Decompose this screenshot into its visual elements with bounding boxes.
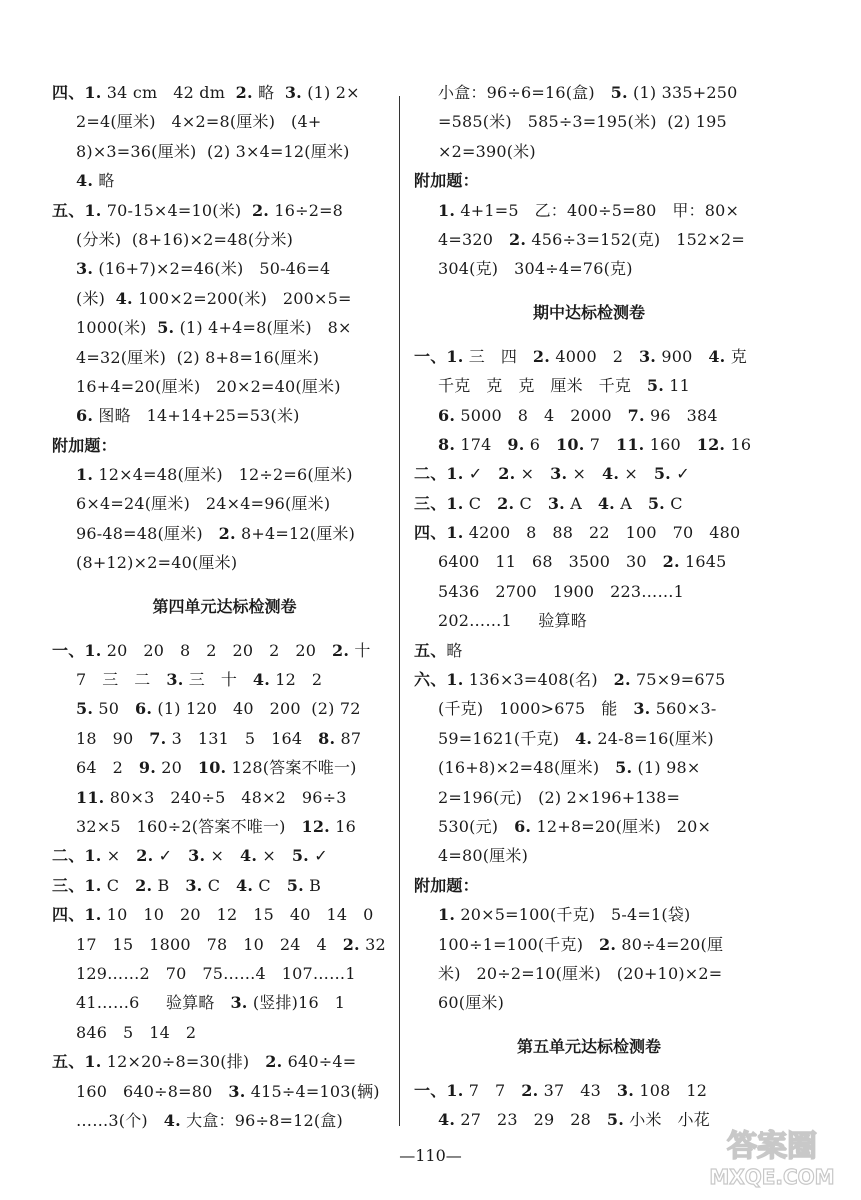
question-number: 7. [149, 728, 167, 748]
answer-line [414, 871, 764, 900]
section-title: 第五单元达标检测卷 [516, 1036, 661, 1056]
answer-line [414, 841, 764, 870]
answer-text: × [567, 464, 602, 484]
question-number: 4. [239, 846, 258, 866]
question-number: 一、1. [52, 640, 102, 660]
question-number: 2. [342, 934, 360, 954]
answer-line [52, 431, 397, 460]
answer-text: 3 131 5 164 [166, 728, 319, 748]
question-number: 5. [157, 318, 175, 338]
question-number: 5. [653, 464, 671, 484]
question-number: 一、1. [414, 1080, 464, 1100]
answer-line [414, 783, 764, 812]
question-number: 5. [606, 1110, 624, 1130]
question-number: 2. [497, 493, 515, 513]
answer-text: 12+8=20(厘米) 20× [531, 816, 712, 836]
answer-text: 128(答案不唯一) [226, 758, 357, 778]
answer-line [52, 372, 397, 401]
answer-text: 三 四 [463, 346, 533, 366]
answer-text: 37 43 [538, 1080, 617, 1100]
question-number: 四、1. [52, 905, 102, 925]
answer-text: × [515, 464, 551, 484]
answer-text: C [664, 493, 683, 513]
question-number: 附加题： [414, 875, 479, 895]
answer-text: 41……6 验算略 [76, 993, 231, 1013]
answer-text: B [303, 875, 322, 895]
answer-text: (1) 98× [632, 758, 701, 778]
answer-text: (1) 335+250 [627, 83, 738, 102]
section-title: 期中达标检测卷 [532, 302, 645, 322]
left-column [52, 78, 397, 1135]
question-number: 4. [163, 1110, 181, 1130]
answer-text: 1000(米) [76, 318, 158, 338]
answer-line [52, 724, 397, 753]
answer-text: 克 [725, 346, 747, 366]
answer-text: ✓ [153, 846, 189, 866]
answer-text: 6 [524, 434, 557, 454]
answer-text: 5436 2700 1900 223……1 [438, 581, 685, 601]
question-number: 2. [135, 875, 153, 895]
question-number: 2. [508, 229, 527, 249]
answer-line [52, 313, 397, 342]
answer-text: (1) 2× [301, 83, 360, 102]
answer-text: (竖排)16 1 [247, 993, 346, 1013]
answer-text: 千克 克 克 厘米 千克 [438, 376, 647, 396]
answer-line [414, 518, 764, 547]
watermark-text-url: MXQE.COM [709, 1165, 835, 1189]
answer-text: 32×5 160÷2(答案不唯一) [76, 816, 302, 836]
column-divider [399, 96, 400, 1126]
answer-text: 12×20÷8=30(排) [101, 1052, 266, 1072]
answer-text: 640÷4= [282, 1052, 357, 1072]
answer-line [414, 196, 764, 225]
answer-line [414, 636, 764, 665]
question-number: 1. [438, 905, 456, 925]
question-number: 附加题： [52, 435, 117, 455]
answer-text: A [564, 493, 598, 513]
answer-text: 18 90 [76, 728, 150, 748]
question-number: 1. [438, 200, 456, 220]
question-number: 2. [532, 346, 551, 366]
answer-line [52, 137, 397, 166]
answer-text: 16+4=20(厘米) 20×2=40(厘米) [76, 376, 341, 396]
answer-text: × [101, 846, 137, 866]
question-number: 二、1. [52, 846, 102, 866]
question-number: 4. [76, 171, 94, 191]
answer-line [52, 107, 397, 136]
answer-text: 160 640÷8=80 [76, 1081, 229, 1101]
answer-text: 456÷3=152(克) 152×2= [526, 229, 745, 249]
question-number: 2. [265, 1052, 283, 1072]
question-number: 3. [550, 464, 568, 484]
answer-line [414, 900, 764, 929]
question-number: 2. [331, 640, 350, 660]
answer-text: (16+8)×2=48(厘米) [438, 758, 616, 778]
answer-line [52, 225, 397, 254]
question-number: 4. [236, 875, 254, 895]
question-number: 三、1. [414, 493, 464, 513]
question-number: 2. [251, 200, 270, 220]
answer-line [52, 519, 397, 548]
question-number: 3. [633, 699, 651, 719]
answer-text: 7 三 二 [76, 670, 167, 690]
question-number: 1. [76, 465, 94, 485]
question-number: 4. [438, 1110, 456, 1130]
question-number: 11. [76, 787, 105, 807]
question-number: 五、1. [52, 200, 102, 220]
answer-line [52, 694, 397, 723]
answer-text: (8+12)×2=40(厘米) [76, 553, 238, 573]
question-number: 附加题： [414, 171, 479, 191]
answer-text: (分米) (8+16)×2=48(分米) [76, 229, 294, 249]
question-number: 一、1. [414, 346, 464, 366]
question-number: 五、1. [52, 1052, 102, 1072]
answer-text: 50 [93, 699, 136, 719]
question-number: 10. [197, 758, 227, 778]
answer-text: 415÷4=103(辆) [245, 1081, 380, 1101]
answer-line [414, 930, 764, 959]
answer-text: C [463, 493, 498, 513]
question-number: 三、1. [52, 875, 102, 895]
answer-line [414, 225, 764, 254]
question-number: 12. [301, 816, 330, 836]
answer-line [52, 1047, 397, 1076]
answer-text: 16 [725, 434, 752, 454]
answer-line [414, 959, 764, 988]
answer-text: 32 [359, 934, 386, 954]
question-number: 6. [514, 816, 532, 836]
answer-line [414, 577, 764, 606]
answer-line [414, 166, 764, 195]
answer-line [52, 1018, 397, 1047]
answer-text: 略 [93, 171, 115, 191]
question-number: 5. [610, 83, 628, 102]
answer-text: 20×5=100(千克) 5-4=1(袋) [455, 905, 691, 925]
question-number: 五、 [414, 640, 447, 660]
answer-text: 小米 小花 [623, 1110, 710, 1130]
answer-line [414, 459, 764, 488]
question-number: 3. [166, 670, 184, 690]
question-number: 4. [575, 728, 593, 748]
answer-line [52, 460, 397, 489]
answer-text: C [253, 875, 287, 895]
answer-text: 4200 8 88 22 100 70 480 [463, 523, 741, 543]
question-number: 六、1. [414, 670, 464, 690]
answer-text: 十 [349, 640, 371, 660]
answer-line [52, 783, 397, 812]
question-number: 6. [438, 405, 456, 425]
watermark-text-cn: 答案圈 [727, 1129, 817, 1164]
answer-text: × [205, 846, 240, 866]
answer-line [414, 78, 764, 107]
answer-text: 846 5 14 2 [76, 1022, 197, 1042]
answer-line [52, 1106, 397, 1135]
answer-text: 96 384 [644, 405, 718, 425]
answer-text: (1) 4+4=8(厘米) 8× [174, 318, 352, 338]
answer-text: C [514, 493, 548, 513]
answer-text: 20 20 8 2 20 2 20 [101, 640, 332, 660]
answer-text: 4=80(厘米) [438, 846, 529, 866]
answer-text: 80÷4=20(厘 [616, 934, 724, 954]
answer-text: 略 [446, 640, 463, 660]
question-number: 9. [507, 434, 525, 454]
question-number: 5. [615, 758, 633, 778]
question-number: 3. [284, 83, 302, 102]
answer-line [52, 343, 397, 372]
answer-line [414, 812, 764, 841]
answer-line [414, 606, 764, 635]
answer-text: × [257, 846, 292, 866]
question-number: 6. [135, 699, 153, 719]
question-number: 5. [646, 376, 664, 396]
answer-text: 27 23 29 28 [455, 1110, 607, 1130]
answer-text: 70-15×4=10(米) [101, 200, 252, 220]
question-number: 2. [662, 552, 680, 572]
answer-line [52, 401, 397, 430]
answer-text: 7 7 [463, 1080, 522, 1100]
question-number: 8. [438, 434, 456, 454]
answer-text: 17 15 1800 78 10 24 4 [76, 934, 343, 954]
answer-text: 560×3- [650, 699, 717, 719]
question-number: 4. [708, 346, 726, 366]
answer-text: 75×9=675 [630, 670, 726, 690]
answer-text: 900 [656, 346, 709, 366]
answer-text: 64 2 [76, 758, 139, 778]
question-number: 5. [76, 699, 94, 719]
answer-line [52, 636, 397, 665]
answer-text: (千克) 1000>675 能 [438, 699, 634, 719]
answer-text: 7 [584, 434, 617, 454]
answer-text: ×2=390(米) [438, 141, 536, 161]
answer-text: 12 2 [269, 670, 323, 690]
answer-line [52, 665, 397, 694]
answer-line [52, 930, 397, 959]
answer-line [414, 342, 764, 371]
answer-text: ✓ [670, 464, 690, 484]
answer-line [52, 753, 397, 782]
answer-line [414, 988, 764, 1017]
answer-line [52, 841, 397, 870]
answer-line [52, 1077, 397, 1106]
question-number: 8. [318, 728, 336, 748]
answer-text: 108 12 [634, 1080, 708, 1100]
answer-text: B [152, 875, 186, 895]
answer-text: 174 [455, 434, 508, 454]
answer-text: 87 [335, 728, 362, 748]
answer-text: 60(厘米) [438, 993, 505, 1013]
answer-text: 304(克) 304÷4=76(克) [438, 259, 633, 279]
answer-line [52, 548, 397, 577]
answer-text: 24-8=16(厘米) [592, 728, 714, 748]
answer-text: 4=32(厘米) (2) 8+8=16(厘米) [76, 347, 320, 367]
answer-text: 20 [155, 758, 198, 778]
question-number: 3. [616, 1080, 635, 1100]
answer-line [414, 694, 764, 723]
question-number: 4. [597, 493, 615, 513]
answer-text: 略 [252, 83, 285, 102]
answer-line [52, 900, 397, 929]
answer-text: ✓ [308, 846, 328, 866]
answer-line [414, 1076, 764, 1105]
question-number: 3. [638, 346, 657, 366]
question-number: 2. [235, 83, 253, 102]
answer-line [52, 988, 397, 1017]
answer-text: 三 十 [183, 670, 253, 690]
answer-line [414, 137, 764, 166]
question-number: 3. [228, 1081, 246, 1101]
question-number: 11. [616, 434, 645, 454]
section-title: 第四单元达标检测卷 [152, 596, 297, 616]
answer-text: 80×3 240÷5 48×2 96÷3 [104, 787, 347, 807]
answer-text: 1645 [679, 552, 727, 572]
question-number: 2. [599, 934, 617, 954]
answer-text: 8+4=12(厘米) [235, 523, 356, 543]
answer-text: (16+7)×2=46(米) 50-46=4 [93, 259, 331, 279]
answer-text: ✓ [463, 464, 499, 484]
answer-text: A [614, 493, 648, 513]
question-number: 四、1. [52, 83, 102, 102]
question-number: 3. [185, 875, 203, 895]
answer-line [52, 871, 397, 900]
answer-line [414, 665, 764, 694]
answer-text: (米) [76, 288, 116, 308]
answer-line [52, 812, 397, 841]
answer-text: 129……2 70 75……4 107……1 [76, 963, 356, 983]
answer-text: 11 [664, 376, 691, 396]
answer-text: 6400 11 68 3500 30 [438, 552, 663, 572]
answer-text: 100×2=200(米) 200×5= [132, 288, 352, 308]
answer-text: 6×4=24(厘米) 24×4=96(厘米) [76, 494, 331, 514]
answer-line [414, 489, 764, 518]
question-number: 二、1. [414, 464, 464, 484]
answer-line [52, 78, 397, 107]
question-number: 12. [696, 434, 726, 454]
question-number: 3. [188, 846, 206, 866]
answer-text: 96-48=48(厘米) [76, 523, 219, 543]
question-number: 2. [218, 523, 236, 543]
answer-text: 59=1621(千克) [438, 728, 576, 748]
right-column [414, 78, 764, 1135]
answer-text: ……3(个) [76, 1110, 164, 1130]
question-number: 3. [230, 993, 248, 1013]
answer-text: 小盒：96÷6=16(盒) [438, 83, 611, 102]
question-number: 2. [136, 846, 154, 866]
answer-text: × [619, 464, 654, 484]
question-number: 9. [138, 758, 156, 778]
answer-text: 12×4=48(厘米) 12÷2=6(厘米) [93, 465, 353, 485]
answer-line [52, 489, 397, 518]
answer-line [52, 959, 397, 988]
answer-text: 100÷1=100(千克) [438, 934, 600, 954]
answer-text: 5000 8 4 2000 [455, 405, 628, 425]
page-number: —110— [399, 1146, 462, 1165]
question-number: 4. [115, 288, 133, 308]
answer-line [414, 371, 764, 400]
answer-text: 4=320 [438, 229, 509, 249]
answer-text: C [202, 875, 237, 895]
question-number: 10. [556, 434, 585, 454]
answer-line [52, 254, 397, 283]
answer-text: 4+1=5 乙：400÷5=80 甲：80× [455, 200, 740, 220]
question-number: 5. [286, 875, 304, 895]
answer-text: 16÷2=8 [269, 200, 344, 220]
question-number: 四、1. [414, 523, 464, 543]
answer-line [414, 254, 764, 283]
answer-text: 136×3=408(名) [463, 670, 614, 690]
answer-text: 160 [644, 434, 697, 454]
question-number: 3. [76, 259, 94, 279]
answer-text: 34 cm 42 dm [101, 83, 236, 102]
answer-text: 8)×3=36(厘米) (2) 3×4=12(厘米) [76, 141, 350, 161]
answer-line [414, 724, 764, 753]
question-number: 2. [521, 1080, 539, 1100]
answer-line [414, 753, 764, 782]
answer-text: 202……1 验算略 [438, 611, 587, 631]
answer-text: (1) 120 40 200 (2) 72 [152, 699, 361, 719]
answer-text: 2=4(厘米) 4×2=8(厘米) (4+ [76, 112, 322, 132]
question-number: 4. [252, 670, 270, 690]
answer-line [414, 401, 764, 430]
question-number: 7. [627, 405, 645, 425]
answer-text: 米) 20÷2=10(厘米) (20+10)×2= [438, 963, 723, 983]
answer-text: 10 10 20 12 15 40 14 0 [101, 905, 374, 925]
answer-line [414, 107, 764, 136]
answer-text: 大盒：96÷8=12(盒) [180, 1110, 343, 1130]
question-number: 2. [498, 464, 516, 484]
answer-line [52, 166, 397, 195]
watermark-logo [697, 1120, 847, 1192]
answer-line [414, 547, 764, 576]
answer-text: 图略 14+14+25=53(米) [93, 406, 300, 426]
question-number: 6. [76, 406, 94, 426]
answer-text: 2=196(元) (2) 2×196+138= [438, 787, 681, 807]
answer-text: C [101, 875, 136, 895]
question-number: 3. [547, 493, 565, 513]
question-number: 4. [601, 464, 620, 484]
answer-line [414, 430, 764, 459]
question-number: 5. [647, 493, 665, 513]
answer-line [52, 196, 397, 225]
answer-line [52, 284, 397, 313]
question-number: 2. [613, 670, 631, 690]
answer-text: 4000 2 [550, 346, 639, 366]
answer-text: 530(元) [438, 816, 515, 836]
answer-text: 16 [329, 816, 356, 836]
answer-text: =585(米) 585÷3=195(米) (2) 195 [438, 112, 727, 132]
question-number: 5. [291, 846, 309, 866]
